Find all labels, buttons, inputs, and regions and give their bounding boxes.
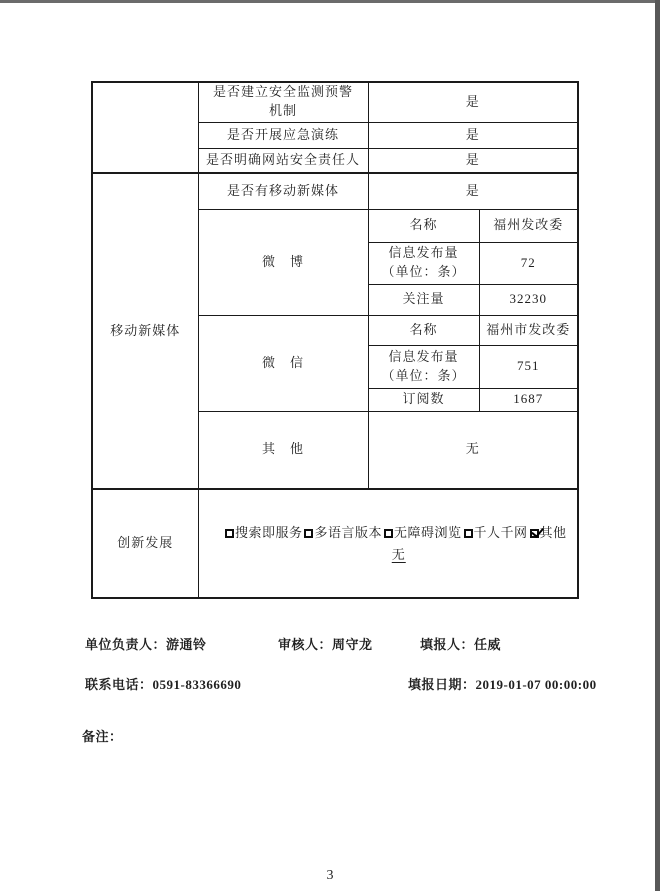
value-cell: 751 [479, 345, 578, 388]
other-media-value-cell: 无 [368, 411, 578, 489]
field-cell: 关注量 [368, 284, 479, 315]
reviewer-field [278, 634, 373, 653]
innovation-section-label: 创新发展 [92, 489, 198, 598]
report-date-field [408, 674, 597, 693]
field-text: 信息发布量（单位：条） [381, 348, 466, 383]
phone-field [85, 674, 241, 693]
field-cell: 名称 [368, 209, 479, 242]
checkbox-other-icon [530, 529, 539, 538]
filler-field [420, 634, 501, 653]
checkbox-multilanguage-icon [304, 529, 313, 538]
reviewer-label: 审核人： [278, 637, 333, 652]
phone-label: 联系电话： [85, 677, 153, 692]
innovation-options-line [199, 522, 578, 544]
value-cell: 72 [479, 242, 578, 284]
other-media-label-cell: 其 他 [198, 411, 368, 489]
answer-cell: 是 [368, 148, 578, 173]
innovation-options-cell [198, 489, 578, 598]
field-cell: 名称 [368, 315, 479, 345]
question-cell: 是否有移动新媒体 [198, 173, 368, 209]
wechat-label-cell: 微 信 [198, 315, 368, 411]
unit-head-field [85, 634, 207, 653]
table-row [92, 82, 578, 122]
value-cell: 福州发改委 [479, 209, 578, 242]
scan-right-edge [655, 0, 660, 891]
field-cell [368, 345, 479, 388]
report-date-value: 2019-01-07 00:00:00 [475, 677, 597, 692]
mobile-media-section-label: 移动新媒体 [92, 173, 198, 489]
question-cell: 是否开展应急演练 [198, 122, 368, 148]
checkbox-label: 无障碍浏览 [394, 524, 462, 540]
report-table [91, 81, 579, 599]
field-cell: 订阅数 [368, 388, 479, 411]
value-cell: 1687 [479, 388, 578, 411]
checkbox-label: 多语言版本 [314, 524, 382, 540]
table-row [92, 173, 578, 209]
checkbox-accessibility-icon [384, 529, 393, 538]
report-date-label: 填报日期： [408, 677, 476, 692]
field-text: 信息发布量（单位：条） [381, 245, 466, 279]
answer-cell: 是 [368, 82, 578, 122]
checkbox-label: 搜索即服务 [234, 524, 303, 540]
field-cell [368, 242, 479, 284]
unit-head-name: 游通铃 [166, 637, 207, 652]
value-cell: 32230 [479, 284, 578, 315]
unit-head-label: 单位负责人： [85, 637, 167, 652]
page-number: 3 [326, 868, 334, 883]
checkbox-label: 其他 [539, 524, 567, 540]
security-section-cell [92, 82, 198, 173]
filler-label: 填报人： [420, 637, 475, 652]
weibo-label-cell: 微 博 [198, 209, 368, 315]
phone-number: 0591-83366690 [152, 677, 242, 692]
answer-cell: 是 [368, 173, 578, 209]
reviewer-name: 周守龙 [332, 637, 373, 652]
answer-cell: 是 [368, 122, 578, 148]
value-cell: 福州市发改委 [479, 315, 578, 345]
innovation-other-value: 无 [391, 546, 406, 562]
checkbox-label: 千人千网 [473, 524, 528, 540]
table-row [92, 489, 578, 598]
question-cell [198, 82, 368, 122]
question-text: 是否建立安全监测预警机制 [212, 84, 353, 119]
remark-label: 备注： [82, 729, 123, 744]
checkbox-personalized-icon [464, 529, 473, 538]
question-cell: 是否明确网站安全责任人 [198, 148, 368, 173]
filler-name: 任威 [474, 637, 502, 652]
checkbox-search-service-icon [225, 529, 234, 538]
scan-top-edge [0, 0, 660, 3]
